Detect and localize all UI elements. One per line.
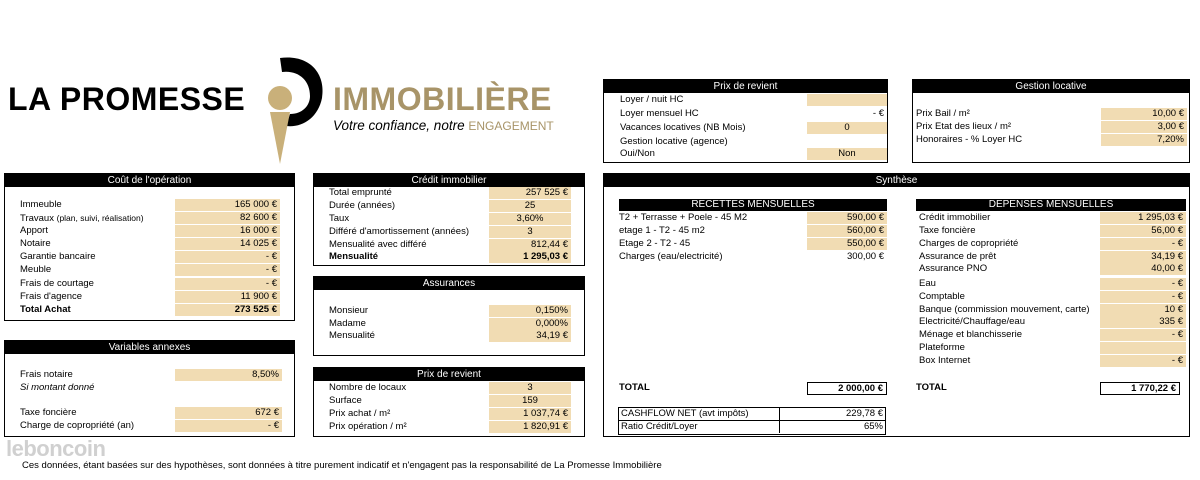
logo-text-left: LA PROMESSE <box>8 81 246 117</box>
logo-mark-icon <box>250 52 328 168</box>
table-row: Garantie bancaire - € <box>5 251 294 263</box>
table-row: Frais de courtage - € <box>5 278 294 290</box>
table-row: Honoraires - % Loyer HC 7,20% <box>913 134 1189 146</box>
table-row: Frais d'agence 11 900 € <box>5 291 294 303</box>
table-row: Comptable - € <box>604 291 1189 303</box>
recettes-header: RECETTES MENSUELLES <box>619 199 887 211</box>
table-row: T2 + Terrasse + Poele - 45 M2 590,00 € <box>604 212 1189 224</box>
table-row: Crédit immobilier 1 295,03 € <box>604 212 1189 224</box>
table-row: Charges de copropriété - € <box>604 238 1189 250</box>
panel-title: Crédit immobilier <box>314 174 584 187</box>
panel-title: Assurances <box>314 277 584 290</box>
table-row: Eau - € <box>604 278 1189 290</box>
prix-revient-bottom-panel <box>313 367 585 437</box>
table-row: Gestion locative (agence) <box>620 136 728 147</box>
table-row: Prix Bail / m² 10,00 € <box>913 108 1189 120</box>
table-row: Travaux (plan, suivi, réalisation) 82 600 € <box>5 212 294 224</box>
panel-title: Prix de revient <box>604 80 887 93</box>
table-row: Assurance PNO 40,00 € <box>604 263 1189 275</box>
panel-title: Variables annexes <box>5 341 294 354</box>
table-row: Monsieur 0,150% <box>314 305 584 317</box>
table-row: Frais notaire 8,50% <box>5 369 294 381</box>
company-logo <box>0 48 600 168</box>
recettes-total-value: 2 000,00 € <box>807 382 887 395</box>
table-row: Loyer mensuel HC - € <box>620 108 884 119</box>
total-row: Total Achat 273 525 € <box>5 304 294 316</box>
logo-text-right: IMMOBILIÈRE <box>333 81 552 117</box>
gestion-locative-panel <box>912 79 1190 163</box>
table-row: Notaire 14 025 € <box>5 238 294 250</box>
depenses-header: DEPENSES MENSUELLES <box>916 199 1186 211</box>
table-row: Prix achat / m² 1 037,74 € <box>314 408 584 420</box>
table-row: Total emprunté 257 525 € <box>314 187 584 199</box>
depenses-total-row: TOTAL <box>916 382 947 393</box>
table-row: Madame 0,000% <box>314 318 584 330</box>
table-row: Différé d'amortissement (années) 3 <box>314 226 584 238</box>
table-row: Immeuble 165 000 € <box>5 199 294 211</box>
cout-operation-panel <box>4 173 295 321</box>
table-row: Plateforme <box>604 342 1189 354</box>
table-row: Apport 16 000 € <box>5 225 294 237</box>
logo-tagline: Votre confiance, notre ENGAGEMENT <box>333 118 554 133</box>
table-row: Oui/Non Non <box>604 148 887 160</box>
table-row: Taxe foncière 56,00 € <box>604 225 1189 237</box>
panel-title: Gestion locative <box>913 80 1189 93</box>
cashflow-row: CASHFLOW NET (avt impôts) 229,78 € <box>621 408 883 419</box>
credit-immobilier-panel <box>313 173 585 266</box>
depenses-total-value: 1 770,22 € <box>1100 382 1180 395</box>
leboncoin-watermark: leboncoin <box>6 436 106 461</box>
synthese-panel <box>603 173 1190 437</box>
table-row: Box Internet - € <box>604 355 1189 367</box>
table-row: Electricité/Chauffage/eau 335 € <box>604 316 1189 328</box>
table-row: Nombre de locaux 3 <box>314 382 584 394</box>
table-row: Vacances locatives (NB Mois) 0 <box>604 122 887 134</box>
total-row: Mensualité 1 295,03 € <box>314 251 584 263</box>
table-row: Assurance de prêt 34,19 € <box>604 251 1189 263</box>
table-row: Banque (commission mouvement, carte) 10 € <box>604 304 1189 316</box>
disclaimer-footer: Ces données, étant basées sur des hypothèses, sont données à titre purement indicatif et n'engagent pas la responsabilité de La Promesse Immobilière <box>22 460 662 471</box>
panel-title: Coût de l'opération <box>5 174 294 187</box>
table-row: Prix Etat des lieux / m² 3,00 € <box>913 121 1189 133</box>
prix-revient-top-panel <box>603 79 888 163</box>
variables-annexes-panel <box>4 340 295 437</box>
table-row: etage 1 - T2 - 45 m2 560,00 € <box>604 225 1189 237</box>
table-row: Ménage et blanchisserie - € <box>604 329 1189 341</box>
table-row: Prix opération / m² 1 820,91 € <box>314 421 584 433</box>
table-row: Meuble - € <box>5 264 294 276</box>
assurances-panel <box>313 276 585 356</box>
panel-title: Synthèse <box>604 174 1189 187</box>
recettes-total-row: TOTAL <box>619 382 650 393</box>
table-row: Si montant donné <box>20 382 95 393</box>
cashflow-table <box>618 407 886 435</box>
table-row: Etage 2 - T2 - 45 550,00 € <box>604 238 1189 250</box>
table-row: Durée (années) 25 <box>314 200 584 212</box>
table-row: Charges (eau/electricité) 300,00 € <box>619 251 884 262</box>
table-row: Taux 3,60% <box>314 213 584 225</box>
table-row: Taxe foncière 672 € <box>5 407 294 419</box>
table-row: Surface 159 <box>314 395 584 407</box>
panel-title: Prix de revient <box>314 368 584 381</box>
table-row: Mensualité avec différé 812,44 € <box>314 239 584 251</box>
table-row: Mensualité 34,19 € <box>314 330 584 342</box>
table-row: Loyer / nuit HC <box>604 94 887 106</box>
table-row: Charge de copropriété (an) - € <box>5 420 294 432</box>
ratio-row: Ratio Crédit/Loyer 65% <box>621 421 883 432</box>
